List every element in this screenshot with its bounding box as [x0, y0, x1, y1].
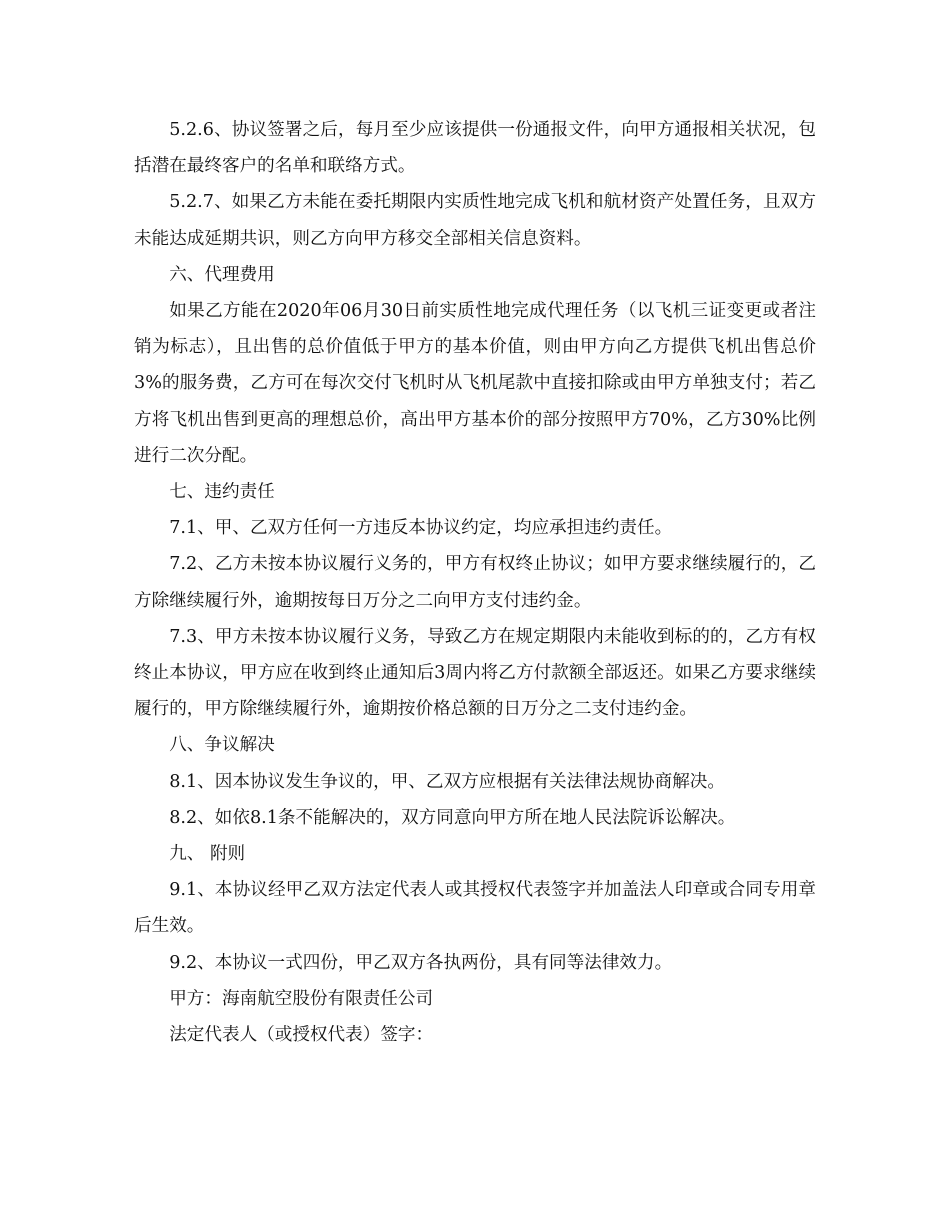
clause-7-3: 7.3、甲方未按本协议履行义务，导致乙方在规定期限内未能收到标的的，乙方有权终止本协议，甲方应在收到终止通知后3周内将乙方付款额全部返还。如果乙方要求继续履行的，甲方除继续履行外，逾期按价格总额的日万分之二支付违约金。 — [134, 626, 816, 720]
clause-7-1: 7.1、甲、乙双方任何一方违反本协议约定，均应承担违约责任。 — [169, 518, 673, 539]
clause-8-2: 8.2、如依8.1条不能解决的，双方同意向甲方所在地人民法院诉讼解决。 — [169, 807, 736, 828]
legal-representative-signature-line: 法定代表人（或授权代表）签字： — [169, 1025, 434, 1046]
party-a-line: 甲方：海南航空股份有限责任公司 — [169, 988, 434, 1009]
clause-9-2: 9.2、本协议一式四份，甲乙双方各执两份，具有同等法律效力。 — [169, 952, 673, 973]
clause-7-2: 7.2、乙方未按本协议履行义务的，甲方有权终止协议；如甲方要求继续履行的，乙方除继续履行外，逾期按每日万分之二向甲方支付违约金。 — [134, 554, 816, 611]
agency-fee-paragraph: 如果乙方能在2020年06月30日前实质性地完成代理任务（以飞机三证变更或者注销为标志），且出售的总价值低于甲方的基本价值，则由甲方向乙方提供飞机出售总价3%的服务费，乙方可在每次交付飞机时从飞机尾款中直接扣除或由甲方单独支付；若乙方将飞机出售到更高的理想总价，高出甲方基本价的部分按照甲方70%，乙方30%比例进行二次分配。 — [134, 301, 816, 466]
clause-8-1: 8.1、因本协议发生争议的，甲、乙双方应根据有关法律法规协商解决。 — [169, 771, 725, 792]
clause-9-1: 9.1、本协议经甲乙双方法定代表人或其授权代表签字并加盖法人印章或合同专用章后生效。 — [134, 880, 816, 937]
section-heading-breach-liability: 七、违约责任 — [169, 482, 275, 503]
clause-5-2-7: 5.2.7、如果乙方未能在委托期限内实质性地完成飞机和航材资产处置任务，且双方未能达成延期共识，则乙方向甲方移交全部相关信息资料。 — [134, 192, 816, 249]
section-heading-supplementary: 九、 附则 — [169, 844, 246, 865]
clause-5-2-6: 5.2.6、协议签署之后，每月至少应该提供一份通报文件，向甲方通报相关状况，包括潜在最终客户的名单和联络方式。 — [134, 120, 816, 177]
section-heading-agency-fee: 六、代理费用 — [169, 264, 275, 285]
section-heading-dispute-resolution: 八、争议解决 — [169, 735, 275, 756]
